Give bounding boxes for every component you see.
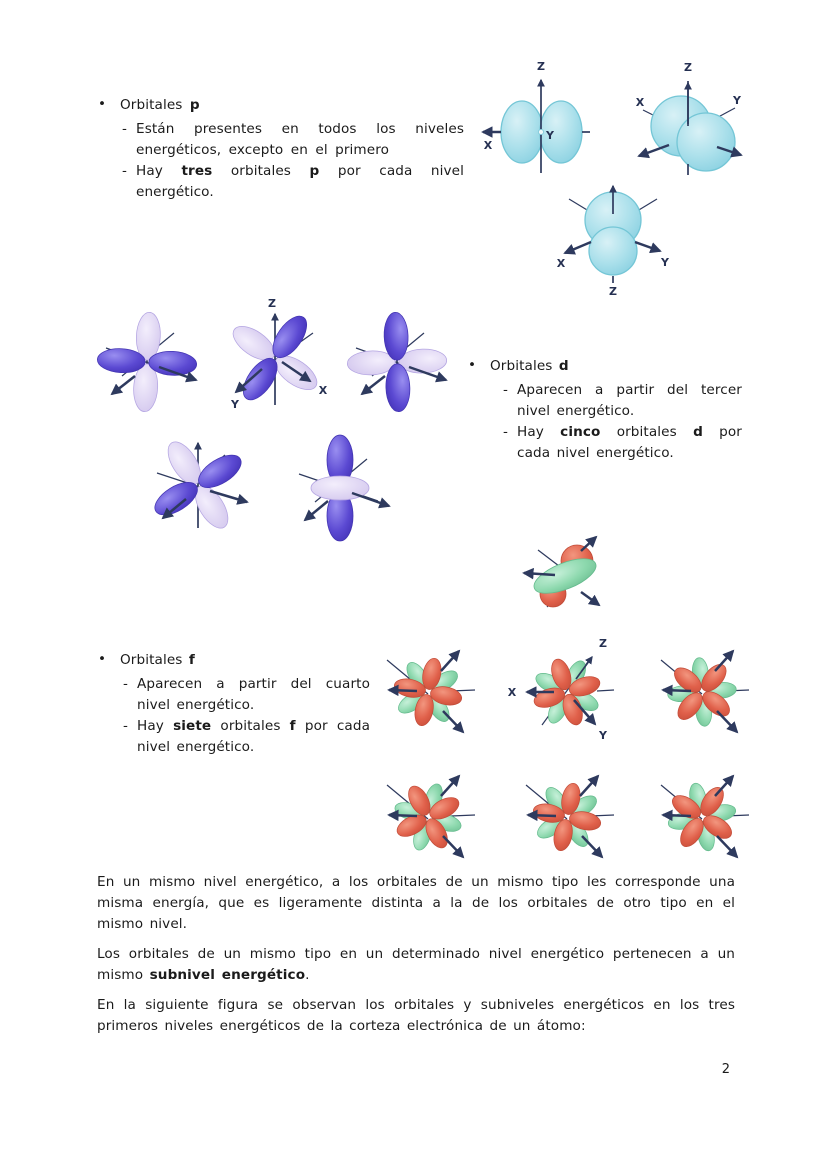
f-orbital-figure-1 — [497, 513, 637, 633]
axis-label-x: X — [635, 96, 645, 109]
sublevel-bold-term: subnivel energético — [149, 967, 306, 983]
axis-label-z: Z — [268, 297, 276, 310]
axis-label-y: Y — [661, 256, 669, 269]
section-orbitals-d — [468, 356, 742, 464]
paragraph-sublevel: Los orbitales de un mismo tipo en un determinado nivel energético pertenecen a un mismo subnivel energético. — [97, 946, 735, 983]
orbital-node — [538, 129, 543, 134]
orbitals-p-title: Orbitales — [120, 97, 190, 113]
d-orbital-figure-4 — [128, 415, 268, 555]
dash-marker: - — [503, 424, 509, 440]
axis-label-y: Y — [733, 94, 741, 107]
axis-label-x: X — [483, 139, 493, 152]
orbitals-p-letter: p — [189, 97, 200, 113]
dash-marker: - — [122, 121, 128, 137]
f-orbital-figure-6 — [502, 752, 632, 882]
axis-label-x: X — [507, 686, 517, 699]
dash-marker: - — [503, 382, 509, 398]
orbitals-p-heading — [98, 95, 465, 116]
orbitals-p-item-1-text: Están presentes en todos los niveles energéticos, excepto en el primero — [136, 121, 464, 158]
axis-label-z: Z — [609, 285, 617, 298]
orbitals-f-letter: f — [188, 652, 195, 668]
axis-label-z: Z — [684, 61, 692, 74]
bullet-marker: • — [98, 96, 107, 112]
f-orbital-figure-4 — [637, 627, 767, 757]
bullet-marker: • — [468, 357, 477, 373]
orbitals-d-item-1-text: Aparecen a partir del tercer nivel energético. — [517, 382, 742, 419]
dash-marker: - — [123, 718, 129, 734]
orbitals-f-item-2: - Hay siete orbitales f por cada nivel energético. — [123, 718, 370, 755]
d-orbital-figure-3 — [327, 292, 467, 432]
axis-label-y: Y — [599, 729, 607, 742]
orbitals-p-item-2: - Hay tres orbitales p por cada nivel energético. — [122, 163, 465, 200]
orbitals-f-heading — [98, 650, 380, 671]
axis-label-x: X — [556, 257, 566, 270]
d-orbital-figure-5 — [265, 418, 415, 558]
axis-label-y: Y — [546, 129, 554, 142]
p-orbital-pz-figure — [543, 166, 683, 298]
bullet-marker: • — [98, 651, 107, 667]
d-orbital-figure-1 — [77, 292, 217, 432]
f-orbital-figure-3 — [502, 627, 634, 759]
f-orbital-figure-7 — [637, 752, 767, 882]
section-orbitals-f — [98, 650, 380, 758]
axis-label-y: Y — [231, 398, 239, 411]
orbitals-d-heading — [468, 356, 742, 377]
page-number: 2 — [721, 1062, 730, 1077]
dash-marker: - — [123, 676, 129, 692]
axis-label-x: X — [318, 384, 328, 397]
orbitals-d-item-2: - Hay cinco orbitales d por cada nivel energético. — [503, 424, 742, 461]
orbitals-f-title: Orbitales — [120, 652, 189, 668]
paragraph-next-figure: En la siguiente figura se observan los orbitales y subniveles energéticos en los tres primeros niveles energéticos de la corteza electrónica de un átomo: — [97, 997, 735, 1034]
axis-label-z: Z — [537, 60, 545, 73]
axis-label-z: Z — [599, 637, 607, 650]
orbitals-f-item-1 — [123, 674, 370, 716]
section-orbitals-p — [98, 95, 465, 203]
orbitals-d-title: Orbitales — [490, 358, 559, 374]
paragraph-same-level-energy: En un mismo nivel energético, a los orbitales de un mismo tipo les corresponde una misma energía, que es ligeramente distinta a la de los orbitales de otro tipo en el mismo nivel. — [97, 874, 735, 932]
orbitals-p-item-1 — [122, 119, 464, 161]
dash-marker: - — [122, 163, 128, 179]
orbitals-f-item-1-text: Aparecen a partir del cuarto nivel energético. — [137, 676, 370, 713]
f-orbital-figure-2 — [363, 627, 493, 757]
orbitals-d-item-1 — [503, 380, 742, 422]
f-orbital-figure-5 — [363, 752, 493, 882]
orbitals-d-letter: d — [558, 358, 569, 374]
